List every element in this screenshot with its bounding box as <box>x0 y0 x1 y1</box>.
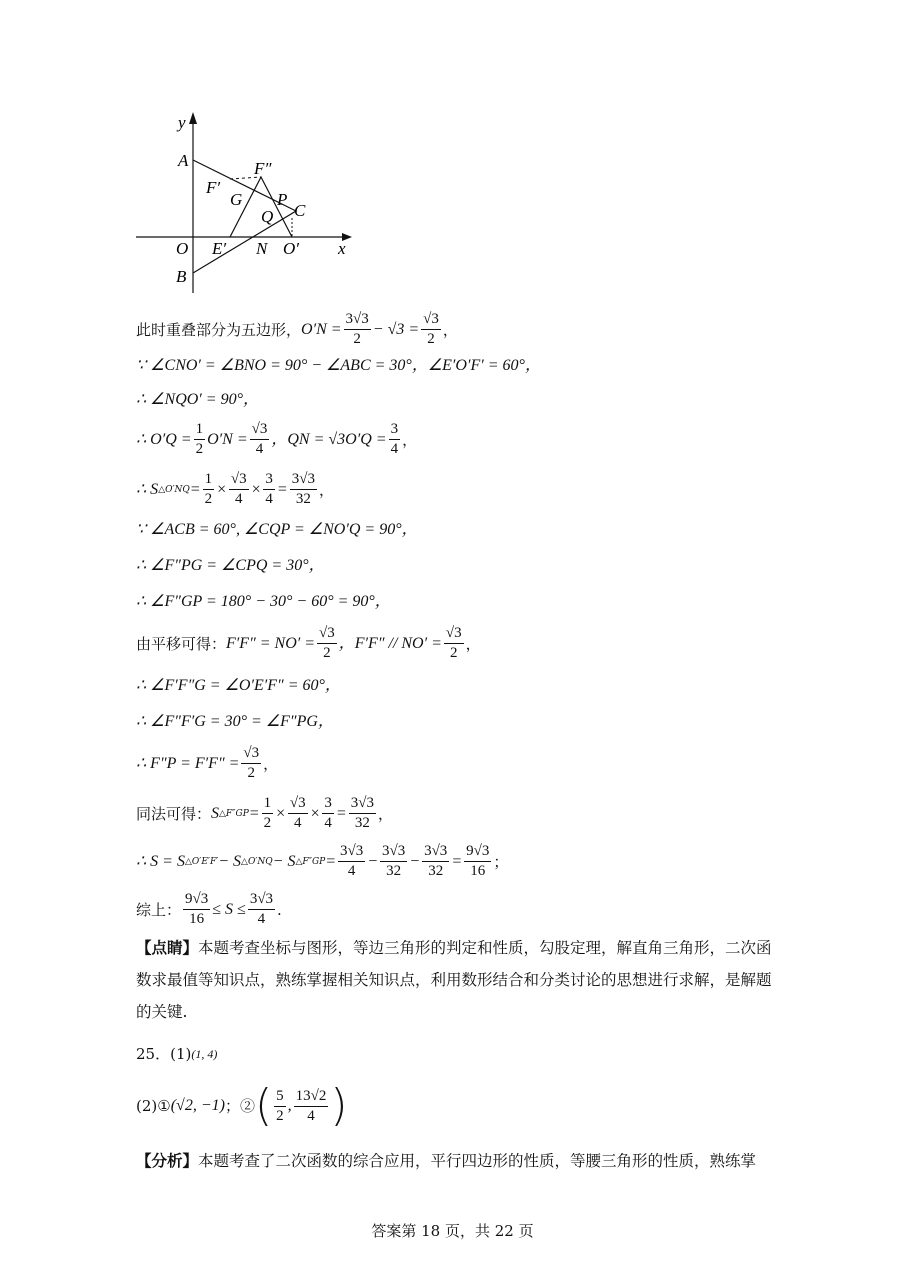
label-fp: F′ <box>206 178 221 197</box>
page-footer: 答案第 18 页，共 22 页 <box>371 1222 534 1240</box>
comment-paragraph <box>136 932 776 1028</box>
label-o: O <box>176 239 189 258</box>
fraction: $\frac{9√3}{16}$ <box>466 843 490 879</box>
fraction: $\frac{3}{4}$ <box>390 421 399 457</box>
label-op: O′ <box>283 239 299 258</box>
q25-part1: 25．(1) (1, 4) <box>136 1045 218 1063</box>
fraction: $\frac{3}{4}$ <box>324 795 332 831</box>
solution-line-7: ∴ ∠F″PG = ∠CPQ = 30°， <box>136 557 325 574</box>
comment-tag: 【点睛】 <box>136 938 199 957</box>
fraction: $\frac{3√3}{32}$ <box>291 471 315 507</box>
label-g: G <box>230 190 243 209</box>
fraction: $\frac{√3}{4}$ <box>251 421 268 457</box>
solution-line-5: ∴ S △O′NQ = $\frac{1}{2}$ × $\frac{√3}{4}$ × $\frac{3}{4}$ = $\frac{3√3}{32}$ ， <box>136 471 334 507</box>
geometry-figure <box>128 108 360 298</box>
label-p: P <box>277 190 288 209</box>
fraction: $\frac{1}{2}$ <box>195 421 204 457</box>
fraction: $\frac{1}{2}$ <box>204 471 213 507</box>
solution-line-14: ∴ S = S △O′E′F′ − S △O′NQ − S △F″GP = $\frac{3√3}{4}$ − $\frac{3√3}{32}$ − $\frac{3√3}{32}$ = $\frac{9√3}{16}$ ； <box>136 843 509 879</box>
label-a: A <box>178 151 189 170</box>
solution-line-1: 此时重叠部分为五边形， O′N = $\frac{3√3}{2}$ − √3 = $\frac{√3}{2}$ ， <box>136 311 458 347</box>
solution-line-3: ∴ ∠NQO′ = 90°， <box>136 391 260 408</box>
label-fpp: F″ <box>254 159 272 178</box>
fraction: $\frac{3√3}{2}$ <box>345 311 369 347</box>
fraction: $\frac{√3}{2}$ <box>319 625 335 661</box>
solution-line-15: 综上： $\frac{9√3}{16}$ ≤ S ≤ $\frac{3√3}{4}$ . <box>136 891 282 927</box>
fraction: $\frac{3}{4}$ <box>265 471 273 507</box>
solution-line-13: 同法可得： S △F″GP = $\frac{1}{2}$ × $\frac{√3}{4}$ × $\frac{3}{4}$ = $\frac{3√3}{32}$ ， <box>136 795 393 831</box>
label-n: N <box>256 239 268 258</box>
solution-line-10: ∴ ∠F′F″G = ∠O′E′F″ = 60°， <box>136 677 341 694</box>
fraction: $\frac{1}{2}$ <box>263 795 272 831</box>
q25-part2: (2)① (√2, −1) ；② ( $\frac{5}{2}$ , $\frac{13√2}{4}$ ) <box>136 1080 348 1131</box>
math-expr: − √3 = <box>372 320 420 338</box>
solution-line-11: ∴ ∠F″F′G = 30° = ∠F″PG， <box>136 713 334 730</box>
fraction: $\frac{√3}{4}$ <box>289 795 306 831</box>
fraction: $\frac{3√3}{4}$ <box>249 891 274 927</box>
fraction: $\frac{3√3}{32}$ <box>424 843 448 879</box>
label-c: C <box>294 201 306 220</box>
solution-line-4: ∴ O′Q = $\frac{1}{2}$ O′N = $\frac{√3}{4}$ ，QN = √3O′Q = $\frac{3}{4}$ ， <box>136 421 418 457</box>
solution-line-6: ∵ ∠ACB = 60°, ∠CQP = ∠NO′Q = 90°， <box>136 521 418 538</box>
analysis-paragraph <box>136 1145 776 1177</box>
math-expr: O′N = <box>301 320 342 338</box>
solution-line-2: ∵ ∠CNO′ = ∠BNO = 90° − ∠ABC = 30°，∠E′O′F′ = 60°， <box>136 357 541 374</box>
solution-line-8: ∴ ∠F″GP = 180° − 30° − 60° = 90°， <box>136 593 391 610</box>
triangle-abc <box>193 160 296 273</box>
fraction: $\frac{√3}{4}$ <box>230 471 247 507</box>
fraction: $\frac{√3}{2}$ <box>423 311 439 347</box>
label-x: x <box>338 239 346 258</box>
solution-line-12: ∴ F″P = F′F″ = $\frac{√3}{2}$ ， <box>136 745 279 781</box>
label-y: y <box>178 113 186 132</box>
fraction: $\frac{3√3}{4}$ <box>340 843 364 879</box>
fraction: $\frac{√3}{2}$ <box>445 625 462 661</box>
comment-text: 本题考查坐标与图形，等边三角形的判定和性质，勾股定理，解直角三角形，二次函数求最值等知识点，熟练掌握相关知识点，利用数形结合和分类讨论的思想进行求解，是解题的关键. <box>136 939 772 1021</box>
label-ep: E′ <box>212 239 227 258</box>
fraction: $\frac{9√3}{16}$ <box>185 891 209 927</box>
fraction: $\frac{3√3}{32}$ <box>382 843 406 879</box>
analysis-tag: 【分析】 <box>136 1151 199 1170</box>
solution-line-9: 由平移可得： F′F″ = NO′ = $\frac{√3}{2}$ ，F′F″ // NO′ = $\frac{√3}{2}$ ， <box>136 625 481 661</box>
fraction: $\frac{√3}{2}$ <box>243 745 260 781</box>
label-q: Q <box>261 207 274 226</box>
line-text: 此时重叠部分为五边形， <box>136 320 302 339</box>
analysis-text: 本题考查了二次函数的综合应用，平行四边形的性质，等腰三角形的性质，熟练掌 <box>198 1152 757 1170</box>
label-b: B <box>176 267 187 286</box>
fraction: $\frac{3√3}{32}$ <box>350 795 374 831</box>
fraction: $\frac{13√2}{4}$ <box>295 1087 327 1124</box>
fraction: $\frac{5}{2}$ <box>276 1087 284 1124</box>
y-axis-arrow <box>189 112 197 124</box>
